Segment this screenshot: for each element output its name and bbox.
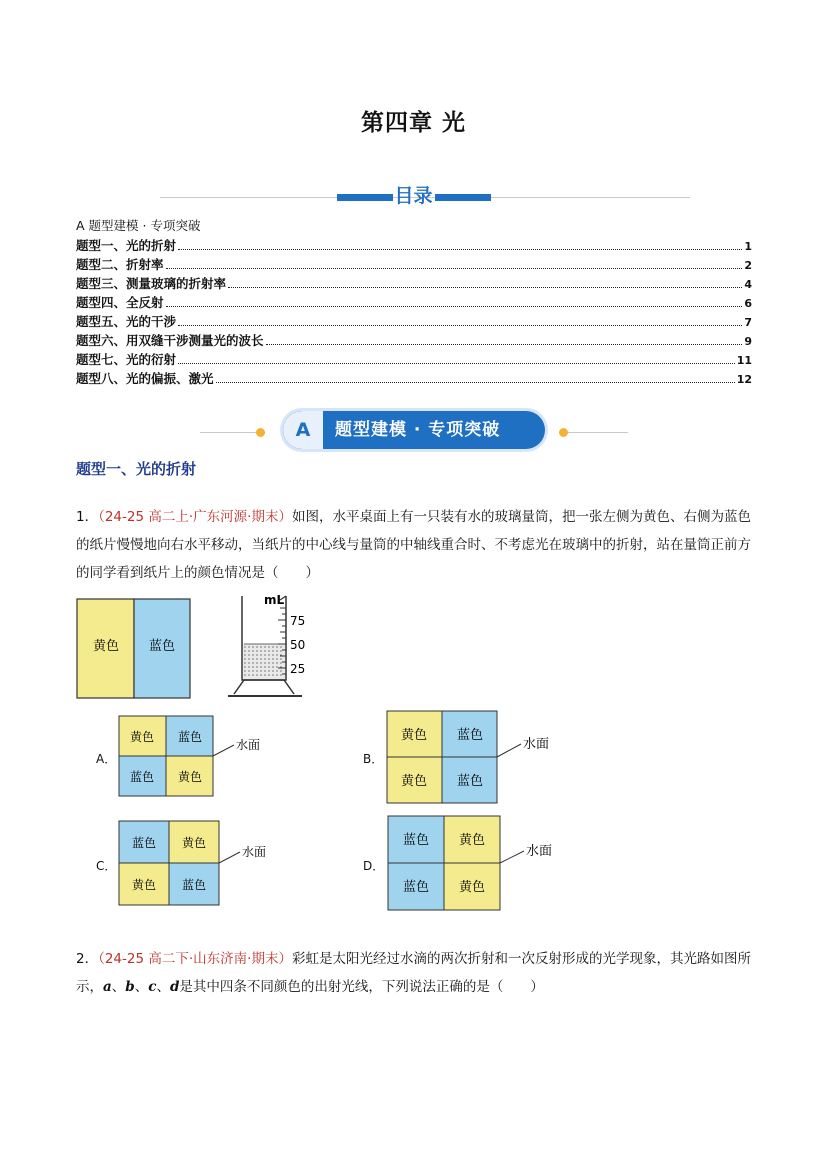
banner-dot-left bbox=[256, 428, 265, 437]
option-cell: 黄色 bbox=[400, 728, 428, 743]
option-cell: 蓝色 bbox=[456, 728, 484, 743]
toc-item[interactable]: 题型八、光的偏振、激光 12 bbox=[76, 371, 752, 386]
toc-item[interactable]: 题型六、用双缝干涉测量光的波长 9 bbox=[76, 333, 752, 348]
option-a-figure[interactable] bbox=[118, 715, 278, 799]
option-cell: 蓝色 bbox=[129, 770, 155, 784]
option-b-letter[interactable]: B． bbox=[363, 752, 384, 766]
water-surface-label: 水面 bbox=[236, 738, 261, 752]
water-surface-label: 水面 bbox=[242, 845, 267, 859]
option-cell: 蓝色 bbox=[402, 833, 430, 848]
option-cell: 蓝色 bbox=[402, 880, 430, 895]
toc-item[interactable]: 题型四、全反射 6 bbox=[76, 295, 752, 310]
toc-item[interactable]: 题型三、测量玻璃的折射率 4 bbox=[76, 276, 752, 291]
question-2: 2．（24-25 高二下·山东济南·期末）彩虹是太阳光经过水滴的两次折射和一次反射形成的光学现象，其光路如图所示，a、b、c、d是其中四条不同颜色的出射光线，下列说法正确的是（ ） bbox=[76, 951, 751, 995]
question-source: （24-25 高二下·山东济南·期末） bbox=[98, 951, 292, 967]
option-cell: 黄色 bbox=[458, 880, 486, 895]
cylinder-mark: 25 bbox=[290, 662, 306, 676]
option-cell: 黄色 bbox=[131, 878, 157, 892]
cylinder-unit: mL bbox=[264, 593, 285, 607]
question-text: 彩虹是太阳光经过水滴的两次折射和一次反射形成的光学现象，其光路如图所示， bbox=[76, 951, 751, 995]
toc-item[interactable]: 题型一、光的折射 1 bbox=[76, 238, 752, 253]
option-cell: 蓝色 bbox=[456, 774, 484, 789]
option-c-figure[interactable] bbox=[118, 820, 288, 906]
banner-rule-right bbox=[568, 432, 628, 433]
question-text-cont: 是其中四条不同颜色的出射光线，下列说法正确的是（ ） bbox=[179, 979, 544, 995]
question-number: 1． bbox=[76, 509, 99, 525]
option-cell: 蓝色 bbox=[181, 878, 207, 892]
toc-heading: 目录 bbox=[394, 185, 433, 207]
option-cell: 黄色 bbox=[129, 730, 155, 744]
question-text: 如图，水平桌面上有一只装有水的玻璃量筒，把一张左侧为黄色、右侧为蓝色的纸片慢慢地向右水平移动，当纸片的中心线与量筒的中轴线重合时、不考虑光在玻璃中的折射，站在量筒正前方的同学看到纸片上的颜色情况是（ ） bbox=[76, 509, 751, 581]
paper-left-label: 黄色 bbox=[92, 639, 120, 654]
water-surface-label: 水面 bbox=[523, 737, 550, 752]
banner-dot-right bbox=[559, 428, 568, 437]
paper-figure bbox=[76, 598, 192, 700]
page-title: 第四章 光 bbox=[360, 110, 466, 136]
question-1 bbox=[76, 503, 756, 587]
banner-letter: A bbox=[283, 411, 323, 449]
toc-item[interactable]: 题型五、光的干涉 7 bbox=[76, 314, 752, 329]
option-cell: 黄色 bbox=[458, 833, 486, 848]
var-d: d bbox=[169, 979, 180, 995]
option-a-letter[interactable]: A． bbox=[96, 752, 117, 766]
var-a: a bbox=[103, 979, 112, 995]
cylinder-mark: 50 bbox=[290, 638, 306, 652]
option-b-figure[interactable] bbox=[386, 710, 566, 806]
option-cell: 黄色 bbox=[400, 774, 428, 789]
option-d-figure[interactable] bbox=[387, 815, 567, 913]
option-d-letter[interactable]: D． bbox=[363, 859, 385, 873]
option-cell: 蓝色 bbox=[177, 730, 203, 744]
table-of-contents bbox=[76, 236, 752, 388]
water-surface-label: 水面 bbox=[526, 844, 553, 859]
question-number: 2． bbox=[76, 951, 99, 967]
toc-item[interactable]: 题型二、折射率 2 bbox=[76, 257, 752, 272]
var-b: b bbox=[125, 979, 135, 995]
section-title: 题型一、光的折射 bbox=[76, 460, 197, 478]
option-cell: 蓝色 bbox=[131, 836, 157, 850]
option-cell: 黄色 bbox=[181, 836, 207, 850]
toc-item[interactable]: 题型七、光的衍射 11 bbox=[76, 352, 752, 367]
var-c: c bbox=[148, 979, 157, 995]
section-banner bbox=[283, 411, 545, 449]
toc-subheading: A 题型建模 · 专项突破 bbox=[76, 218, 201, 233]
option-cell: 黄色 bbox=[177, 770, 203, 784]
question-source: （24-25 高二上·广东河源·期末） bbox=[98, 509, 292, 525]
paper-right-label: 蓝色 bbox=[148, 639, 176, 654]
option-c-letter[interactable]: C． bbox=[96, 859, 117, 873]
graduated-cylinder bbox=[222, 590, 322, 702]
cylinder-mark: 75 bbox=[290, 614, 306, 628]
banner-text: 题型建模 · 专项突破 bbox=[335, 420, 501, 440]
